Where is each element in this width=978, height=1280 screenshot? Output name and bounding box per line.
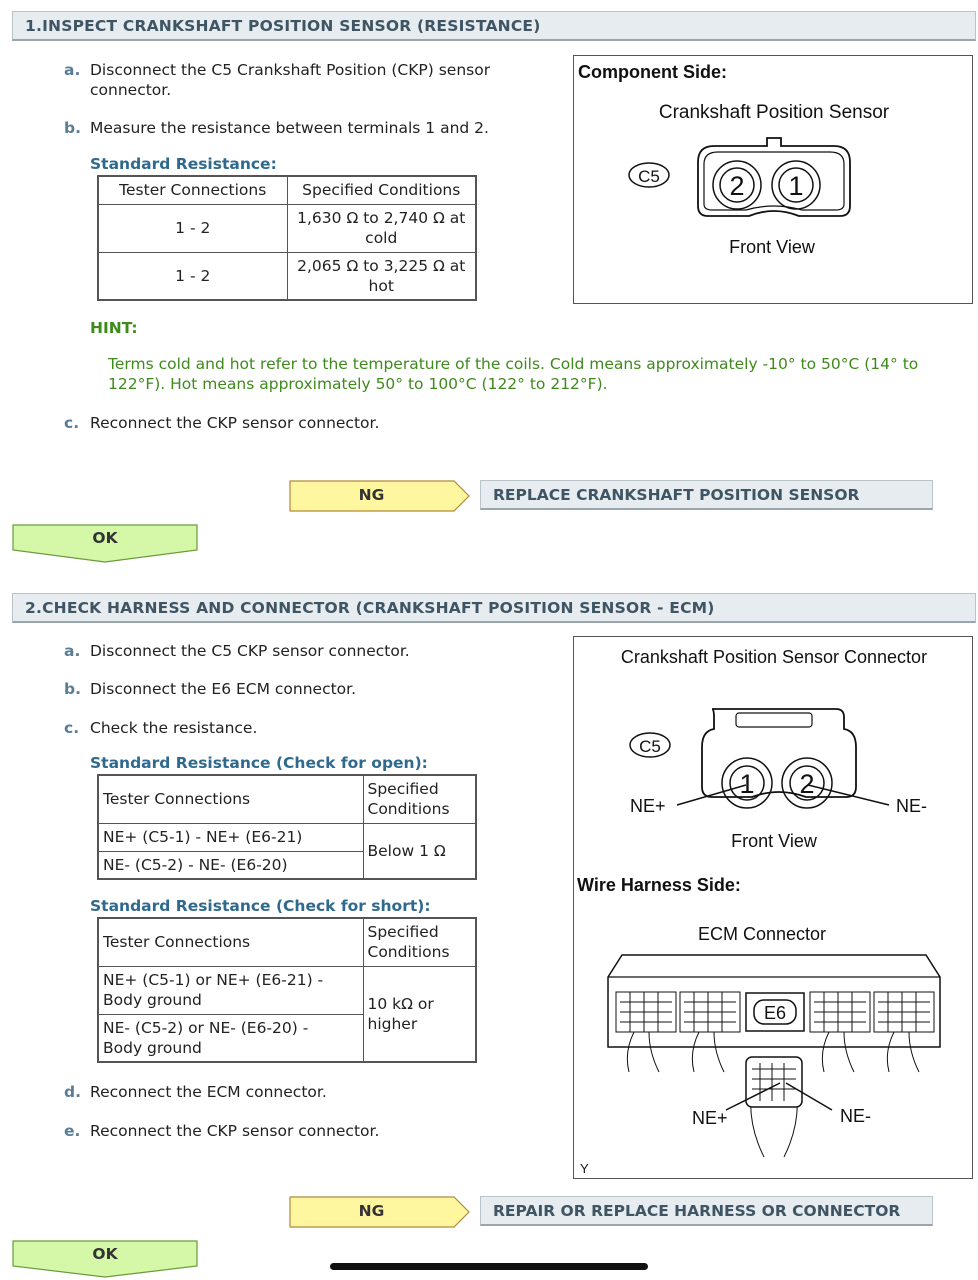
- step-label: a.: [64, 642, 81, 660]
- ng-action-1: REPLACE CRANKSHAFT POSITION SENSOR: [480, 480, 933, 510]
- step-text: Reconnect the CKP sensor connector.: [90, 1122, 380, 1140]
- step-1b: [64, 118, 534, 140]
- section-1-header: 1.INSPECT CRANKSHAFT POSITION SENSOR (RESISTANCE): [12, 11, 976, 41]
- table-cell-conn: NE- (C5-2) - NE- (E6-20): [98, 851, 363, 879]
- ok-indicator-1: [12, 524, 198, 564]
- ecm-ne-minus-label: NE-: [840, 1106, 871, 1126]
- header-tester-connections: Tester Connections: [98, 775, 363, 823]
- step-label: a.: [64, 61, 81, 79]
- ecm-ne-plus-label: NE+: [692, 1108, 728, 1128]
- step-text: Reconnect the ECM connector.: [90, 1083, 327, 1101]
- header-specified-conditions: Specified Conditions: [363, 918, 476, 966]
- short-check-table: [97, 917, 477, 1063]
- step-text: Measure the resistance between terminals 1 and 2.: [90, 119, 489, 137]
- hint-text: Terms cold and hot refer to the temperature of the coils. Cold means approximately -10° to 50°C (14° to 122°F). Hot means approximately 50° to 100°C (122° to 212°F).: [108, 355, 919, 393]
- header-tester-connections: Tester Connections: [98, 918, 363, 966]
- connector-inner: [704, 152, 844, 210]
- ne-minus-label: NE-: [896, 796, 927, 816]
- open-check-table: [97, 774, 477, 880]
- corner-mark: Y: [580, 1161, 589, 1176]
- connector-body: [702, 709, 856, 797]
- step-1a: [64, 60, 534, 102]
- ne-minus-leader: [808, 785, 889, 805]
- ok-label: OK: [92, 1245, 118, 1263]
- harness-diagram: [574, 637, 972, 1178]
- wire-harness-side-label: Wire Harness Side:: [577, 875, 741, 895]
- hint-title: HINT:: [90, 319, 138, 337]
- step-text: Check the resistance.: [90, 719, 258, 737]
- connector-latch: [736, 713, 812, 727]
- pin-1-number: 1: [739, 769, 755, 799]
- step-label: b.: [64, 119, 81, 137]
- step-label: b.: [64, 680, 81, 698]
- step-2b: [64, 679, 534, 701]
- ecm-connector-title: ECM Connector: [697, 924, 827, 944]
- table-cell-conn: 1 - 2: [98, 252, 287, 300]
- table-cell-cond: 2,065 Ω to 3,225 Ω at hot: [287, 252, 476, 300]
- front-view-label: Front View: [731, 831, 817, 851]
- table-cell-conn: NE+ (C5-1) - NE+ (E6-21): [98, 823, 363, 851]
- component-side-figure: [573, 55, 973, 304]
- e6-plug: [746, 1057, 802, 1107]
- step-2e: [64, 1121, 534, 1143]
- sensor-diagram: [574, 56, 972, 303]
- ng-label: NG: [358, 1202, 385, 1220]
- table-cell-conn: 1 - 2: [98, 204, 287, 252]
- step-text: Disconnect the E6 ECM connector.: [90, 680, 357, 698]
- sensor-connector-title: Crankshaft Position Sensor Connector: [620, 647, 928, 667]
- ok-indicator-2: [12, 1240, 198, 1280]
- e6-id: E6: [763, 1003, 787, 1023]
- component-side-label: Component Side:: [578, 62, 727, 82]
- pin-2-number: 2: [799, 769, 815, 799]
- ng-indicator-1: [289, 480, 469, 510]
- pin-1-number: 1: [788, 171, 804, 201]
- table-cell-cond: 1,630 Ω to 2,740 Ω at cold: [287, 204, 476, 252]
- header-tester-connections: Tester Connections: [98, 176, 287, 204]
- home-indicator-bar[interactable]: [330, 1263, 648, 1270]
- connector-id: C5: [638, 167, 660, 186]
- header-specified-conditions: Specified Conditions: [363, 775, 476, 823]
- ok-label: OK: [92, 529, 118, 547]
- step-1c: [64, 413, 534, 435]
- section-2-header: 2.CHECK HARNESS AND CONNECTOR (CRANKSHAFT POSITION SENSOR - ECM): [12, 593, 976, 623]
- ng-action-2: REPAIR OR REPLACE HARNESS OR CONNECTOR: [480, 1196, 933, 1226]
- step-2a: [64, 641, 534, 663]
- connector-id: C5: [639, 737, 661, 756]
- table-cell-cond: 10 kΩ or higher: [363, 966, 476, 1062]
- sensor-title: Crankshaft Position Sensor: [658, 102, 890, 123]
- table-cell-conn: NE+ (C5-1) or NE+ (E6-21) - Body ground: [98, 966, 363, 1014]
- table-cell-cond: Below 1 Ω: [363, 823, 476, 879]
- step-2d: [64, 1082, 534, 1104]
- standard-resistance-title: Standard Resistance:: [90, 155, 277, 173]
- step-label: e.: [64, 1122, 81, 1140]
- step-text: Disconnect the C5 CKP sensor connector.: [90, 642, 410, 660]
- step-text: Reconnect the CKP sensor connector.: [90, 414, 380, 432]
- open-check-title: Standard Resistance (Check for open):: [90, 754, 428, 772]
- ng-indicator-2: [289, 1196, 469, 1226]
- step-2c: [64, 718, 534, 740]
- step-label: c.: [64, 719, 80, 737]
- resistance-table: [97, 175, 477, 301]
- step-text: Disconnect the C5 Crankshaft Position (CKP) sensor connector.: [90, 61, 491, 99]
- pin-2-number: 2: [729, 171, 745, 201]
- header-specified-conditions: Specified Conditions: [287, 176, 476, 204]
- step-label: d.: [64, 1083, 81, 1101]
- ne-plus-label: NE+: [630, 796, 666, 816]
- front-view-label: Front View: [729, 237, 815, 257]
- ng-label: NG: [358, 486, 385, 504]
- harness-figure: [573, 636, 973, 1179]
- table-cell-conn: NE- (C5-2) or NE- (E6-20) - Body ground: [98, 1014, 363, 1062]
- short-check-title: Standard Resistance (Check for short):: [90, 897, 431, 915]
- step-label: c.: [64, 414, 80, 432]
